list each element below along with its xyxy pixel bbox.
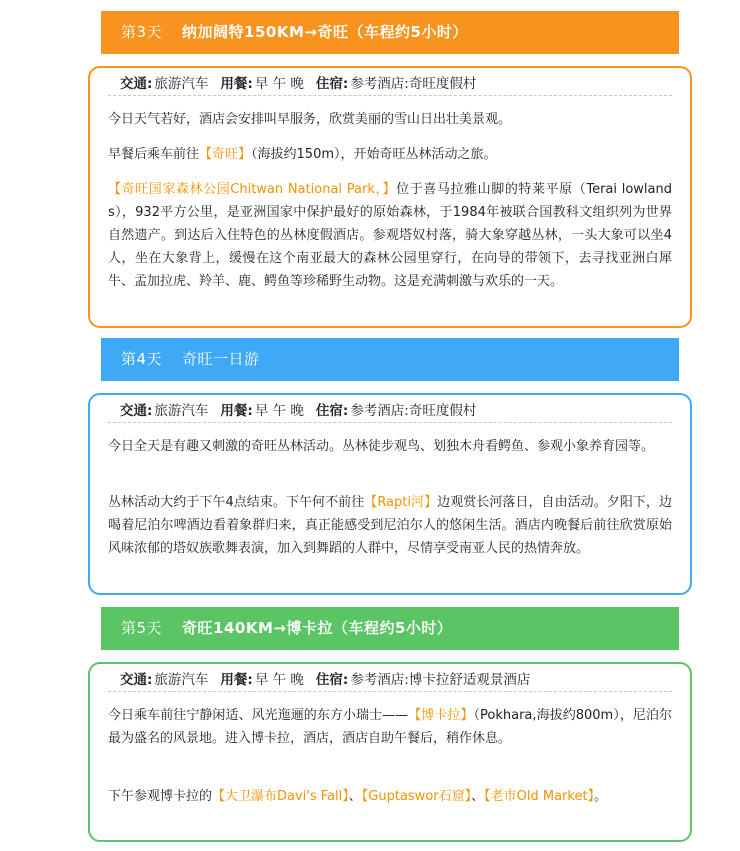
transport-value: 旅游汽车 <box>154 76 209 92</box>
paragraph: 今日天气若好，酒店会安排叫早服务，欣赏美丽的雪山日出壮美景观。 <box>108 112 512 127</box>
highlight-place: 【奇旺国家森林公园Chitwan National Park，】 <box>108 182 397 197</box>
highlight-place: 【Rapti河】 <box>364 495 438 510</box>
day-card-3 <box>88 66 692 328</box>
meal-label: 用餐: <box>220 76 253 92</box>
transport-value: 旅游汽车 <box>154 403 209 419</box>
day-header-4 <box>101 338 679 381</box>
paragraph: 【奇旺国家森林公园Chitwan National Park，】位于喜马拉雅山脚的特莱平原（Terai lowlands），932平方公里，是亚洲国家中保护最好的原始森林，于1984年被联合国教科文组织列为世界自然遗产。到达后入住特色的丛林度假酒店。参观塔奴村落，骑大象穿越丛林，一头大象可以坐4人，坐在大象背上，缓慢在这个南亚最大的森林公园里穿行，在向导的带领下，去寻找亚洲白犀牛、孟加拉虎、羚羊、鹿、鳄鱼等珍稀野生动物。这是充满刺激与欢乐的一天。 <box>108 182 672 289</box>
day-route: 奇旺一日游 <box>182 350 260 368</box>
hotel-value: 参考酒店:奇旺度假村 <box>350 403 477 419</box>
hotel-label: 住宿: <box>315 76 349 92</box>
transport-label: 交通: <box>120 403 153 419</box>
highlight-place: 【博卡拉】 <box>408 708 474 723</box>
transport-label: 交通: <box>120 672 153 688</box>
info-bar <box>108 72 672 96</box>
paragraph: 下午参观博卡拉的【大卫瀑布Davi's Fall】、【Guptaswor石窟】、【老市Old Market】。 <box>108 789 608 804</box>
day-route: 奇旺140KM→博卡拉（车程约5小时） <box>182 619 453 637</box>
transport-label: 交通: <box>120 76 153 92</box>
paragraph: 早餐后乘车前往【奇旺】（海拔约150m），开始奇旺丛林活动之旅。 <box>108 147 497 162</box>
meal-label: 用餐: <box>220 403 253 419</box>
hotel-value: 参考酒店:博卡拉舒适观景酒店 <box>350 672 531 688</box>
day-number: 第4天 <box>121 350 163 368</box>
day-number: 第5天 <box>121 619 163 637</box>
day-header-3 <box>101 11 679 54</box>
meal-value: 早 午 晚 <box>254 403 304 419</box>
highlight-place: 【老市Old Market】 <box>484 789 595 804</box>
info-bar <box>108 399 672 423</box>
paragraph: 丛林活动大约于下午4点结束。下午何不前往【Rapti河】边观赏长河落日，自由活动。夕阳下，边喝着尼泊尔啤酒边看着象群归来，真正能感受到尼泊尔人的悠闲生活。酒店内晚餐后前往欣赏原始风味浓郁的塔奴族歌舞表演，加入到舞蹈的人群中，尽情享受南亚人民的热情奔放。 <box>108 495 672 556</box>
transport-value: 旅游汽车 <box>154 672 209 688</box>
day-card-4 <box>88 393 692 595</box>
hotel-label: 住宿: <box>315 672 349 688</box>
hotel-value: 参考酒店:奇旺度假村 <box>350 76 477 92</box>
highlight-place: 【大卫瀑布Davi's Fall】 <box>212 789 349 804</box>
highlight-place: 【Guptaswor石窟】 <box>361 789 472 804</box>
meal-value: 早 午 晚 <box>254 672 304 688</box>
day-number: 第3天 <box>121 23 163 41</box>
paragraph: 今日全天是有趣又刺激的奇旺丛林活动。丛林徒步观鸟、划独木舟看鳄鱼、参观小象养育园等。 <box>108 439 655 454</box>
day-header-5 <box>101 607 679 650</box>
meal-label: 用餐: <box>220 672 253 688</box>
paragraph: 今日乘车前往宁静闲适、风光迤逦的东方小瑞士——【博卡拉】（Pokhara,海拔约800m），尼泊尔最为盛名的风景地。进入博卡拉，酒店，酒店自助午餐后，稍作休息。 <box>108 708 672 746</box>
day-route: 纳加阔特150KM→奇旺（车程约5小时） <box>182 23 468 41</box>
hotel-label: 住宿: <box>315 403 349 419</box>
highlight-place: 【奇旺】 <box>199 147 252 162</box>
day-card-5 <box>88 662 692 842</box>
meal-value: 早 午 晚 <box>254 76 304 92</box>
info-bar <box>108 668 672 692</box>
